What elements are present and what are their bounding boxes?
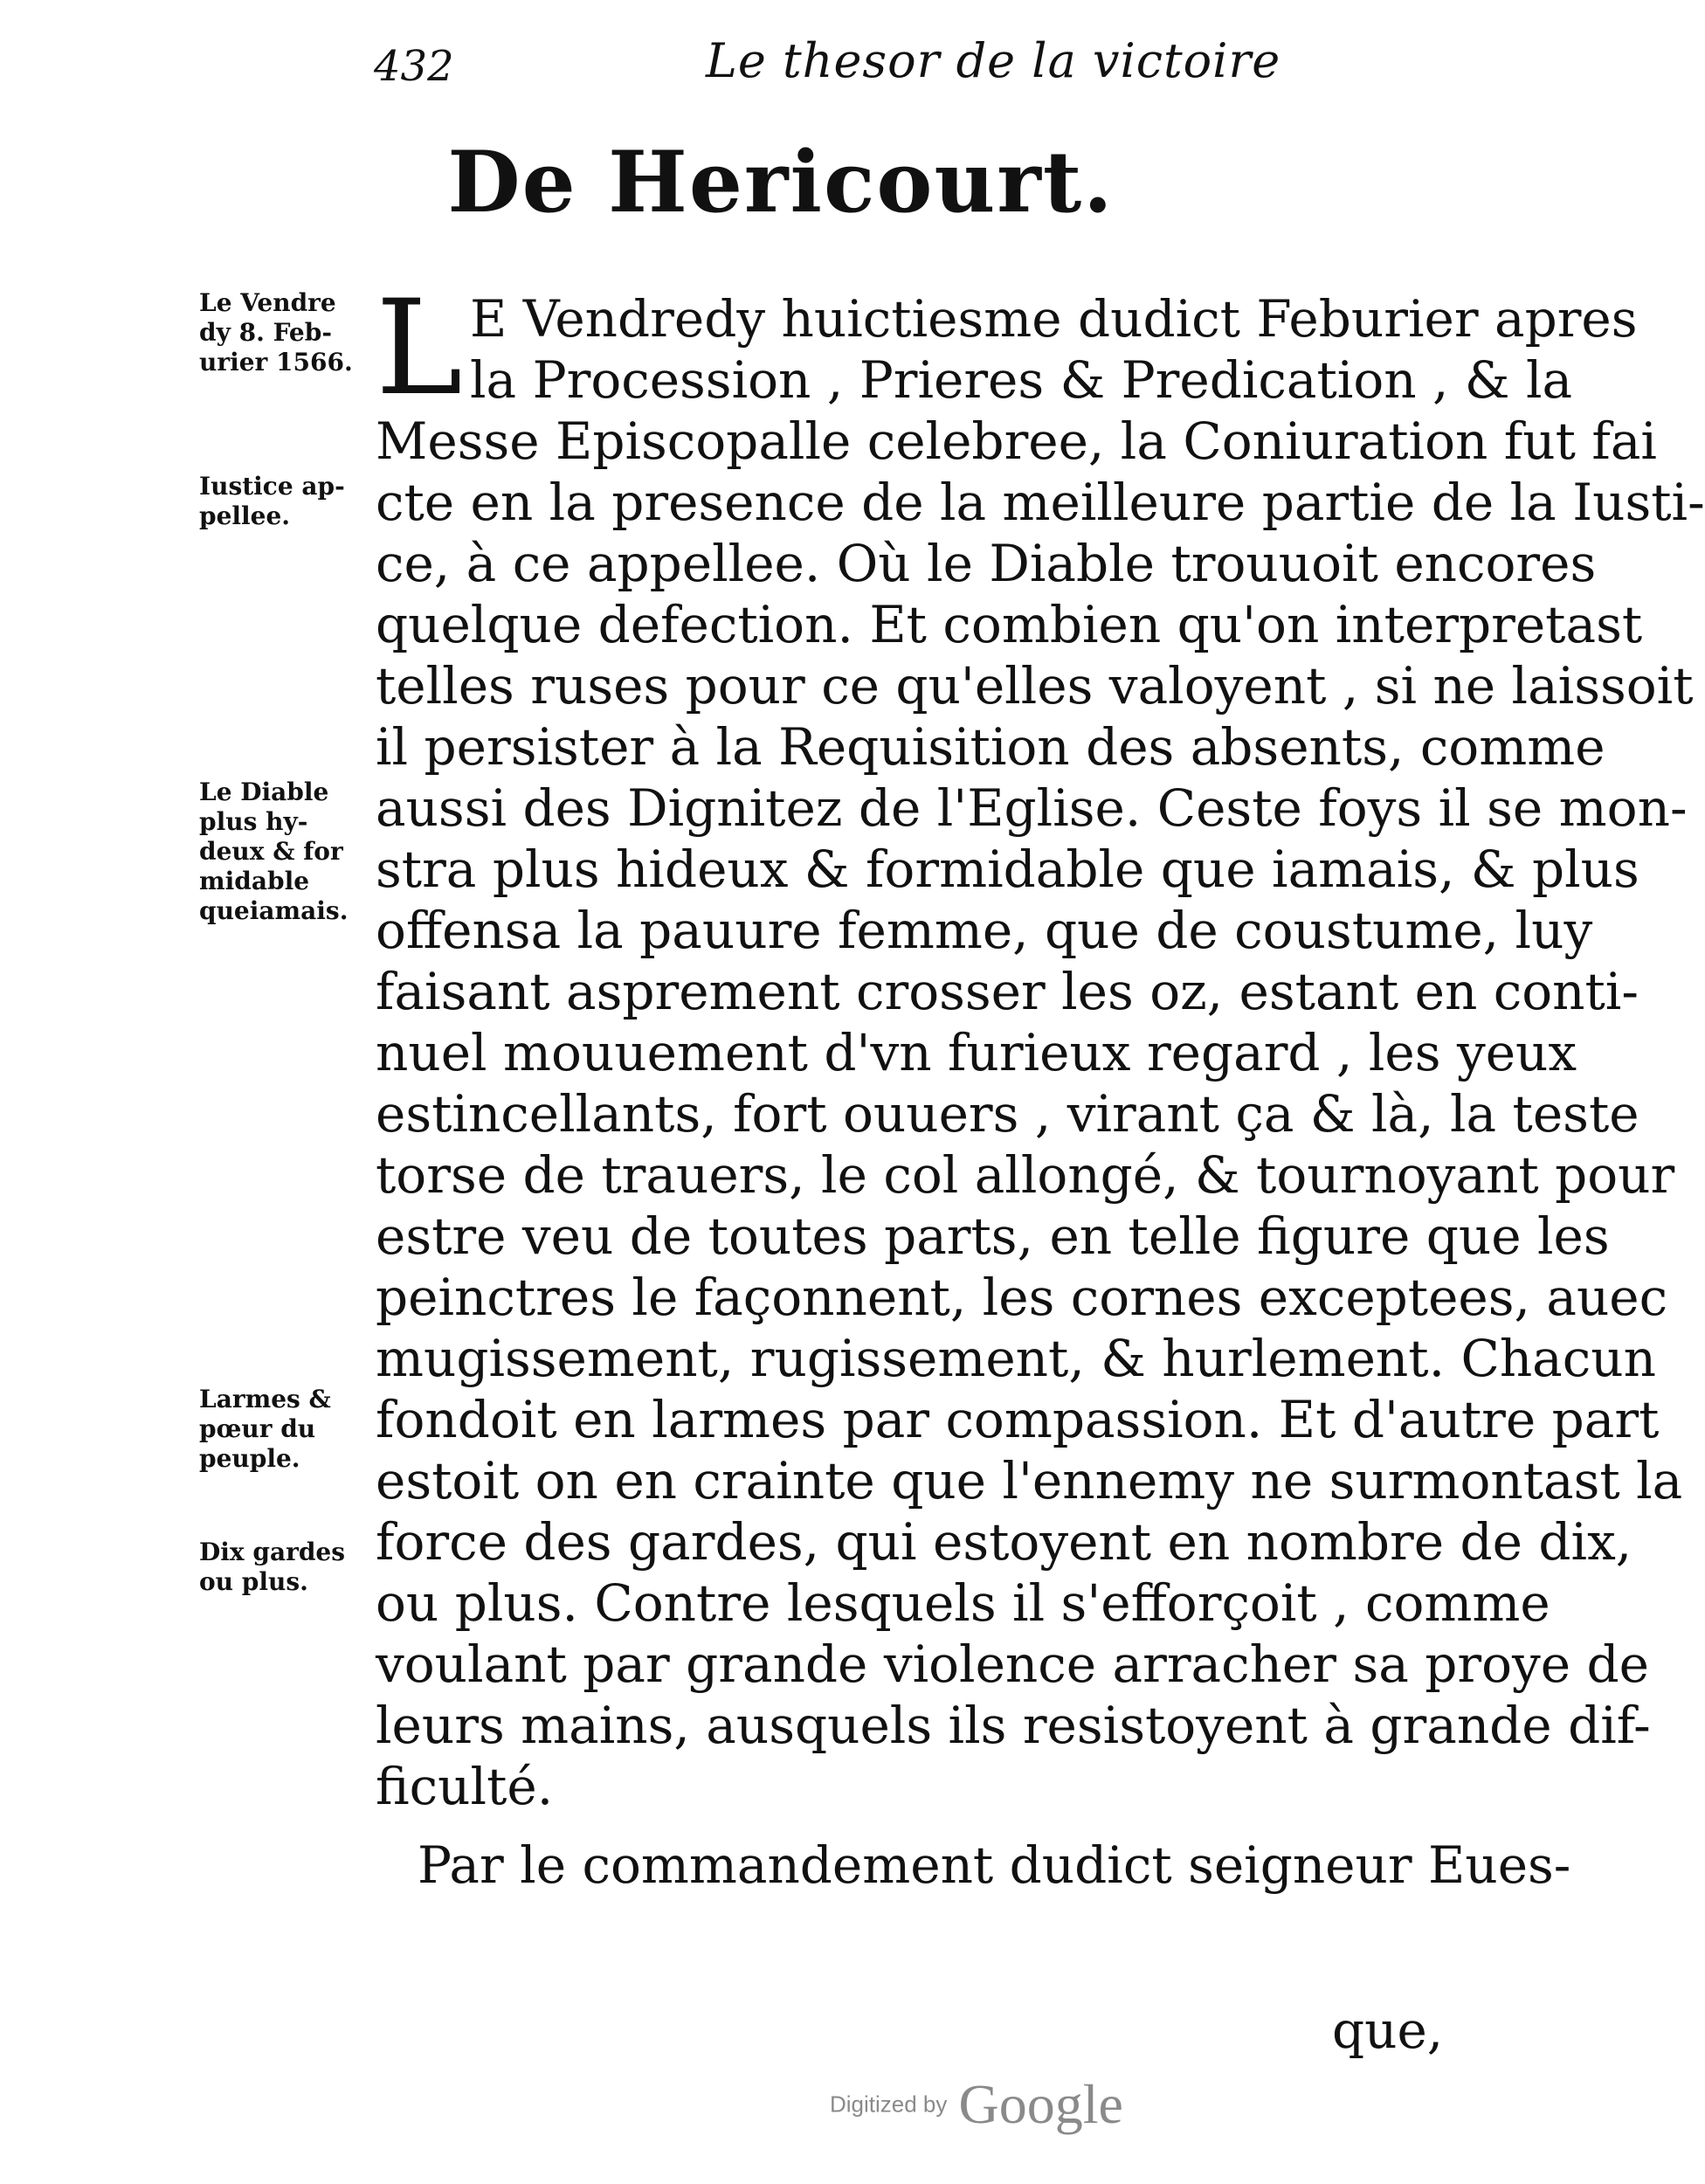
text-line: mugissement, rugissement, & hurlement. Chacun <box>376 1329 1656 1388</box>
section-title: De Hericourt. <box>447 133 1115 232</box>
google-logo: Google <box>958 2073 1123 2135</box>
text-line: force des gardes, qui estoyent en nombre de dix, <box>376 1512 1633 1572</box>
margin-note-iustice: Iustice ap- pellee. <box>199 472 345 530</box>
text-line: aussi des Dignitez de l'Eglise. Ceste foys il se mon- <box>376 778 1688 838</box>
text-line: peinctres le façonnent, les cornes exceptees, auec <box>376 1268 1668 1327</box>
text-line: faisant asprement crosser les oz, estant en conti- <box>376 962 1639 1021</box>
text-line: il persister à la Requisition des absents, comme <box>376 717 1605 777</box>
catchword: que, <box>1332 2001 1444 2060</box>
text-line: fondoit en larmes par compassion. Et d'autre part <box>376 1390 1660 1449</box>
margin-note-diable: Le Diable plus hy- deux & for midable queiamais. <box>199 778 349 925</box>
text-line: E Vendredy huictiesme dudict Feburier apres <box>470 289 1638 349</box>
text-line: estoit on en crainte que l'ennemy ne surmontast la <box>376 1451 1683 1510</box>
text-line: offensa la pauure femme, que de coustume, luy <box>376 901 1593 960</box>
digitization-watermark <box>830 2072 1123 2137</box>
text-line: telles ruses pour ce qu'elles valoyent , si ne laissoit <box>376 656 1694 715</box>
text-line: stra plus hideux & formidable que iamais, & plus <box>376 840 1639 899</box>
text-line: Messe Episcopalle celebree, la Coniuration fut fai <box>376 411 1657 471</box>
text-line: Par le commandement dudict seigneur Eues- <box>418 1835 1571 1895</box>
text-line: cte en la presence de la meilleure partie de la Iusti- <box>376 473 1705 532</box>
text-line: quelque defection. Et combien qu'on interpretast <box>376 595 1643 654</box>
text-line: leurs mains, ausquels ils resistoyent à grande dif- <box>376 1696 1651 1755</box>
text-line: estre veu de toutes parts, en telle figure que les <box>376 1206 1610 1266</box>
margin-note-larmes: Larmes & pœur du peuple. <box>199 1385 331 1473</box>
running-head: Le thesor de la victoire <box>706 33 1281 88</box>
text-line: la Procession , Prieres & Predication , & la <box>470 350 1573 410</box>
margin-note-gardes: Dix gardes ou plus. <box>199 1538 345 1596</box>
text-line: ou plus. Contre lesquels il s'efforçoit , comme <box>376 1573 1550 1633</box>
text-line: nuel mouuement d'vn furieux regard , les yeux <box>376 1023 1577 1082</box>
drop-capital: L <box>376 273 463 425</box>
text-line: torse de trauers, le col allongé, & tournoyant pour <box>376 1145 1675 1205</box>
page-header <box>0 33 1562 103</box>
watermark-prefix: Digitized by <box>830 2091 948 2118</box>
text-line: estincellants, fort ouuers , virant ça & là, la teste <box>376 1084 1639 1144</box>
text-line: ficulté. <box>376 1757 554 1816</box>
text-line: voulant par grande violence arracher sa proye de <box>376 1635 1649 1694</box>
text-line: ce, à ce appellee. Où le Diable trouuoit encores <box>376 534 1597 593</box>
page-number: 432 <box>374 42 454 91</box>
margin-note-vendredy: Le Vendre dy 8. Feb- urier 1566. <box>199 288 353 377</box>
